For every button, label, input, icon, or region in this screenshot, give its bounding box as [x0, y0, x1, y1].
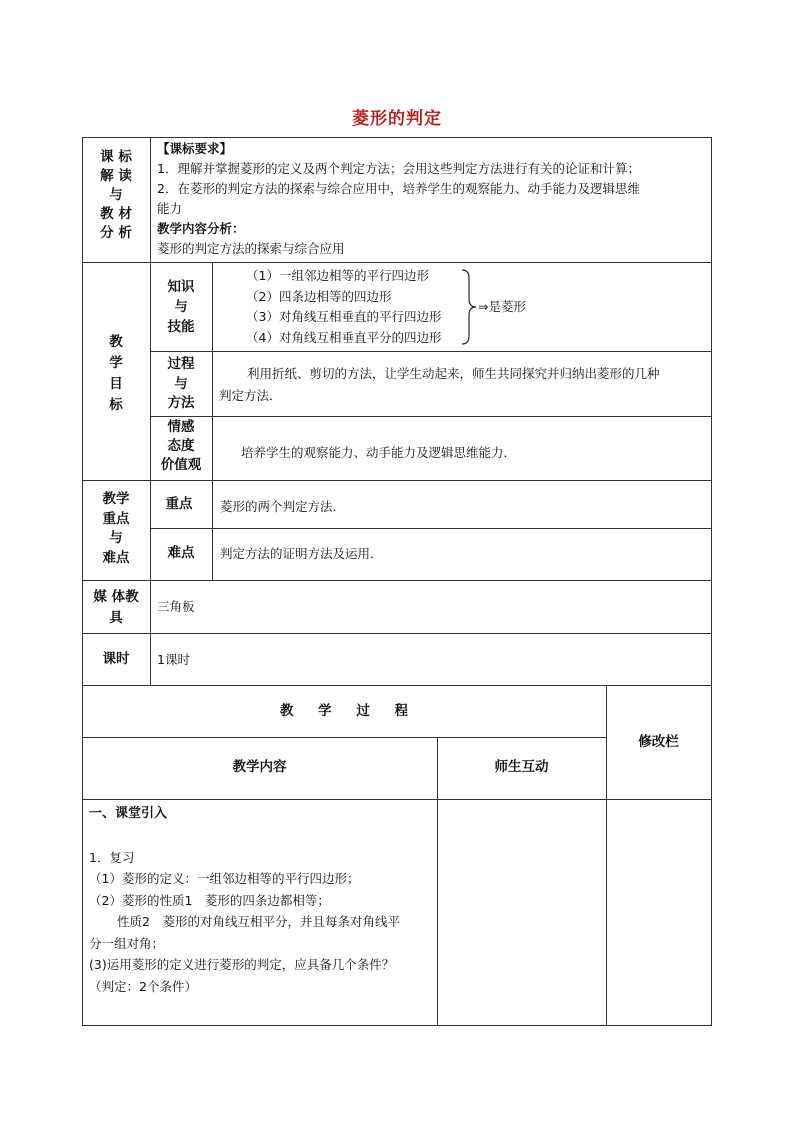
goals-row-divider-1 [150, 351, 712, 352]
lesson-body [89, 803, 433, 997]
requirement-2-line-2: 能力 [157, 201, 183, 216]
knowledge-list [246, 266, 476, 348]
process-method-text: 利用折纸、剪切的方法，让学生动起来，师生共同探究并归纳出菱形的几种 判定方法． [219, 366, 660, 403]
table-border-top [82, 137, 712, 138]
emotion-text: 培养学生的观察能力、动手能力及逻辑思维能力． [241, 445, 517, 460]
content-column-header: 教学内容 [232, 759, 287, 775]
media-text: 三角板 [157, 599, 195, 614]
process-method-label: 过程 与 方法 [167, 356, 195, 411]
keypoints-label: 教学 重点 与 难点 [102, 491, 130, 566]
property-2-line-1: 性质2 菱形的对角线互相平分，并且每条对角线平 [117, 914, 400, 929]
hours-label: 课时 [102, 651, 130, 667]
goals-row-divider-2 [150, 416, 712, 417]
question-line: (3)运用菱形的定义进行菱形的判定，应具备几个条件？ [89, 957, 395, 972]
right-brace-icon [460, 268, 478, 346]
revision-column-header: 修改栏 [638, 734, 679, 750]
standards-label: 课 标 解 读 与 教 材 分 析 [100, 149, 132, 241]
definition-line: （1）菱形的定义：一组邻边相等的平行四边形； [89, 871, 360, 886]
answer-line: （判定：2个条件） [89, 978, 197, 994]
property-2-line-2: 分一组对角； [89, 935, 165, 951]
review-heading: 1．复习 [89, 849, 135, 865]
analysis-heading: 教学内容分析： [157, 221, 245, 236]
requirement-1: 1．理解并掌握菱形的定义及两个判定方法；会用这些判定方法进行有关的论证和计算； [157, 161, 640, 176]
property-1-line: （2）菱形的性质1 菱形的四条边都相等； [89, 892, 330, 908]
table-border-right [711, 137, 712, 1026]
hours-text: 1课时 [157, 652, 190, 667]
standards-heading: 【课标要求】 [157, 141, 233, 156]
page-title: 菱形的判定 [352, 109, 442, 129]
knowledge-item: （3）对角线互相垂直的平行四边形 [246, 309, 442, 324]
difficult-point-label: 难点 [167, 545, 195, 561]
process-header-divider [82, 737, 606, 738]
requirement-2-line-1: 2．在菱形的判定方法的探索与综合应用中，培养学生的观察能力、动手能力及逻辑思维 [157, 181, 640, 196]
row-divider-standards [82, 262, 712, 263]
standards-content [157, 139, 710, 259]
knowledge-result: ⇒是菱形 [478, 299, 526, 314]
table-border-bottom [82, 1025, 712, 1026]
media-label: 媒 体教 具 [93, 589, 139, 626]
process-table-header: 教 学 过 程 [279, 703, 409, 719]
goals-sublabel-divider [212, 262, 213, 581]
section-heading: 一、课堂引入 [89, 806, 168, 821]
table-border-left [82, 137, 83, 1026]
process-col-header-divider [82, 799, 712, 800]
knowledge-item: （1）一组邻边相等的平行四边形 [246, 268, 429, 283]
analysis-text: 菱形的判定方法的探索与综合应用 [157, 241, 345, 256]
difficult-point-text: 判定方法的证明方法及运用． [220, 546, 383, 561]
interaction-column-header: 师生互动 [494, 759, 549, 775]
key-point-label: 重点 [165, 496, 193, 512]
row-divider-goals [82, 480, 712, 481]
goals-label: 教 学 目 标 [109, 334, 123, 413]
row-divider-media [82, 633, 712, 634]
emotion-label: 情感 态度 价值观 [160, 419, 202, 473]
row-divider-keypoints [82, 580, 712, 581]
key-point-text: 菱形的两个判定方法． [220, 499, 346, 514]
knowledge-item: （4）对角线互相垂直平分的四边形 [246, 329, 442, 345]
row-divider-hours [82, 685, 712, 686]
interaction-column-divider [437, 737, 438, 1026]
knowledge-label: 知识 与 技能 [167, 279, 195, 335]
keypoints-row-divider [150, 528, 712, 529]
knowledge-item: （2）四条边相等的四边形 [246, 288, 392, 304]
